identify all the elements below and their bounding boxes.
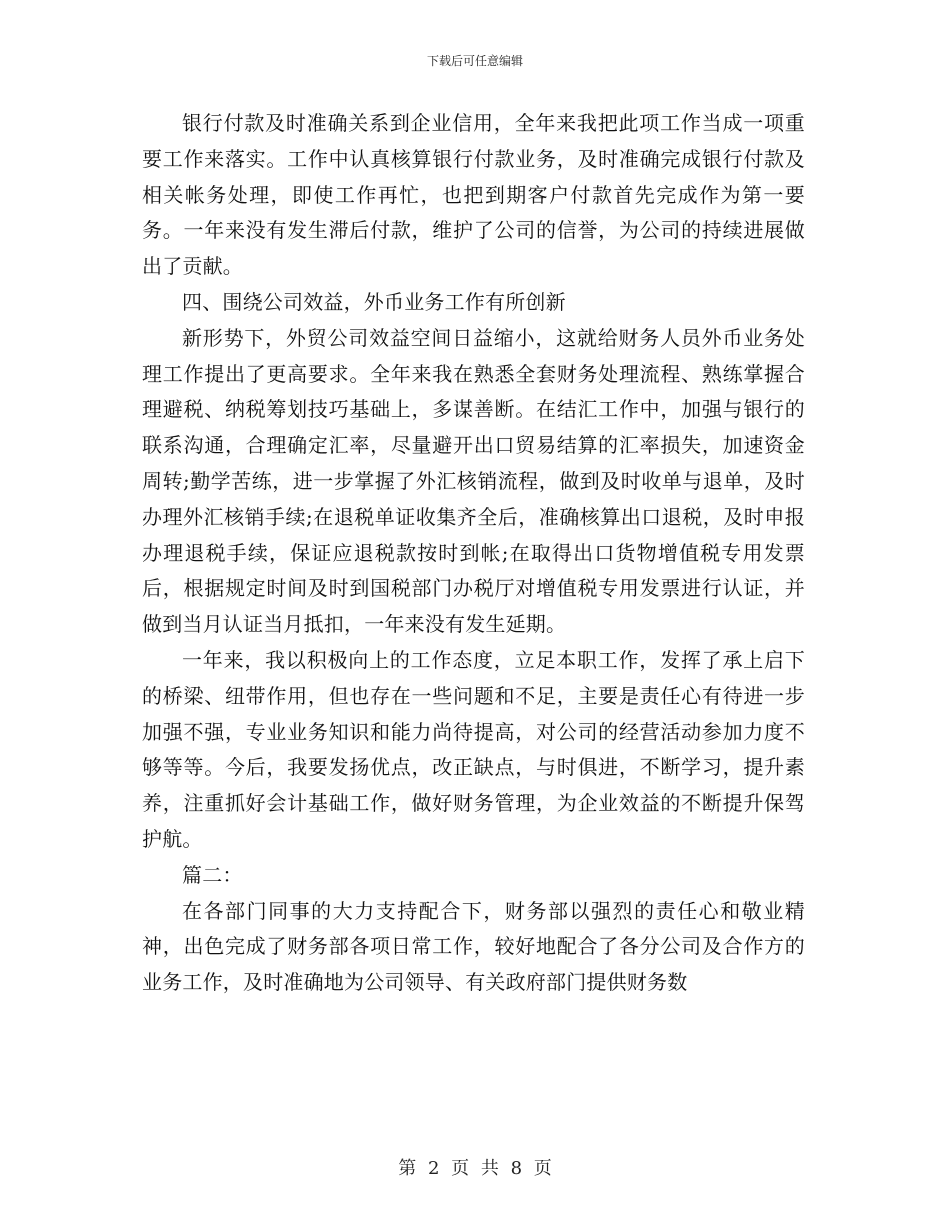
section-heading-foreign-currency: 四、围绕公司效益，外币业务工作有所创新 bbox=[182, 289, 566, 314]
paragraph-foreign-currency: 新形势下，外贸公司效益空间日益缩小，这就给财务人员外币业务处理工作提出了更高要求。全年来我在熟悉全套财务处理流程、熟练掌握合理避税、纳税筹划技巧基础上，多谋善断。在结汇工作中，加强与银行的联系沟通，合理确定汇率，尽量避开出口贸易结算的汇率损失，加速资金周转;勤学苦练，进一步掌握了外汇核销流程，做到及时收单与退单，及时办理外汇核销手续;在退税单证收集齐全后，准确核算出口退税，及时申报办理退税手续，保证应退税款按时到帐;在取得出口货物增值税专用发票后，根据规定时间及时到国税部门办税厅对增值税专用发票进行认证，并做到当月认证当月抵扣，一年来没有发生延期。 bbox=[142, 325, 805, 637]
paragraph-bank-payment: 银行付款及时准确关系到企业信用，全年来我把此项工作当成一项重要工作来落实。工作中认真核算银行付款业务，及时准确完成银行付款及相关帐务处理，即使工作再忙，也把到期客户付款首先完成作为第一要务。一年来没有发生滞后付款，维护了公司的信誉，为公司的持续进展做出了贡献。 bbox=[142, 111, 805, 279]
page-number-footer: 第 2 页 共 8 页 bbox=[398, 1158, 552, 1179]
page-header-note: 下载后可任意编辑 bbox=[426, 54, 523, 68]
paragraph-part-two-intro: 在各部门同事的大力支持配合下，财务部以强烈的责任心和敬业精神，出色完成了财务部各项日常工作，较好地配合了各分公司及合作方的业务工作，及时准确地为公司领导、有关政府部门提供财务数 bbox=[142, 898, 805, 995]
section-heading-part-two: 篇二： bbox=[182, 862, 243, 887]
document-body bbox=[142, 106, 805, 1001]
paragraph-summary: 一年来，我以积极向上的工作态度，立足本职工作，发挥了承上启下的桥梁、纽带作用，但也存在一些问题和不足，主要是责任心有待进一步加强不强，专业业务知识和能力尚待提高，对公司的经营活动参加力度不够等等。今后，我要发扬优点，改正缺点，与时俱进，不断学习，提升素养，注重抓好会计基础工作，做好财务管理，为企业效益的不断提升保驾护航。 bbox=[142, 647, 805, 851]
